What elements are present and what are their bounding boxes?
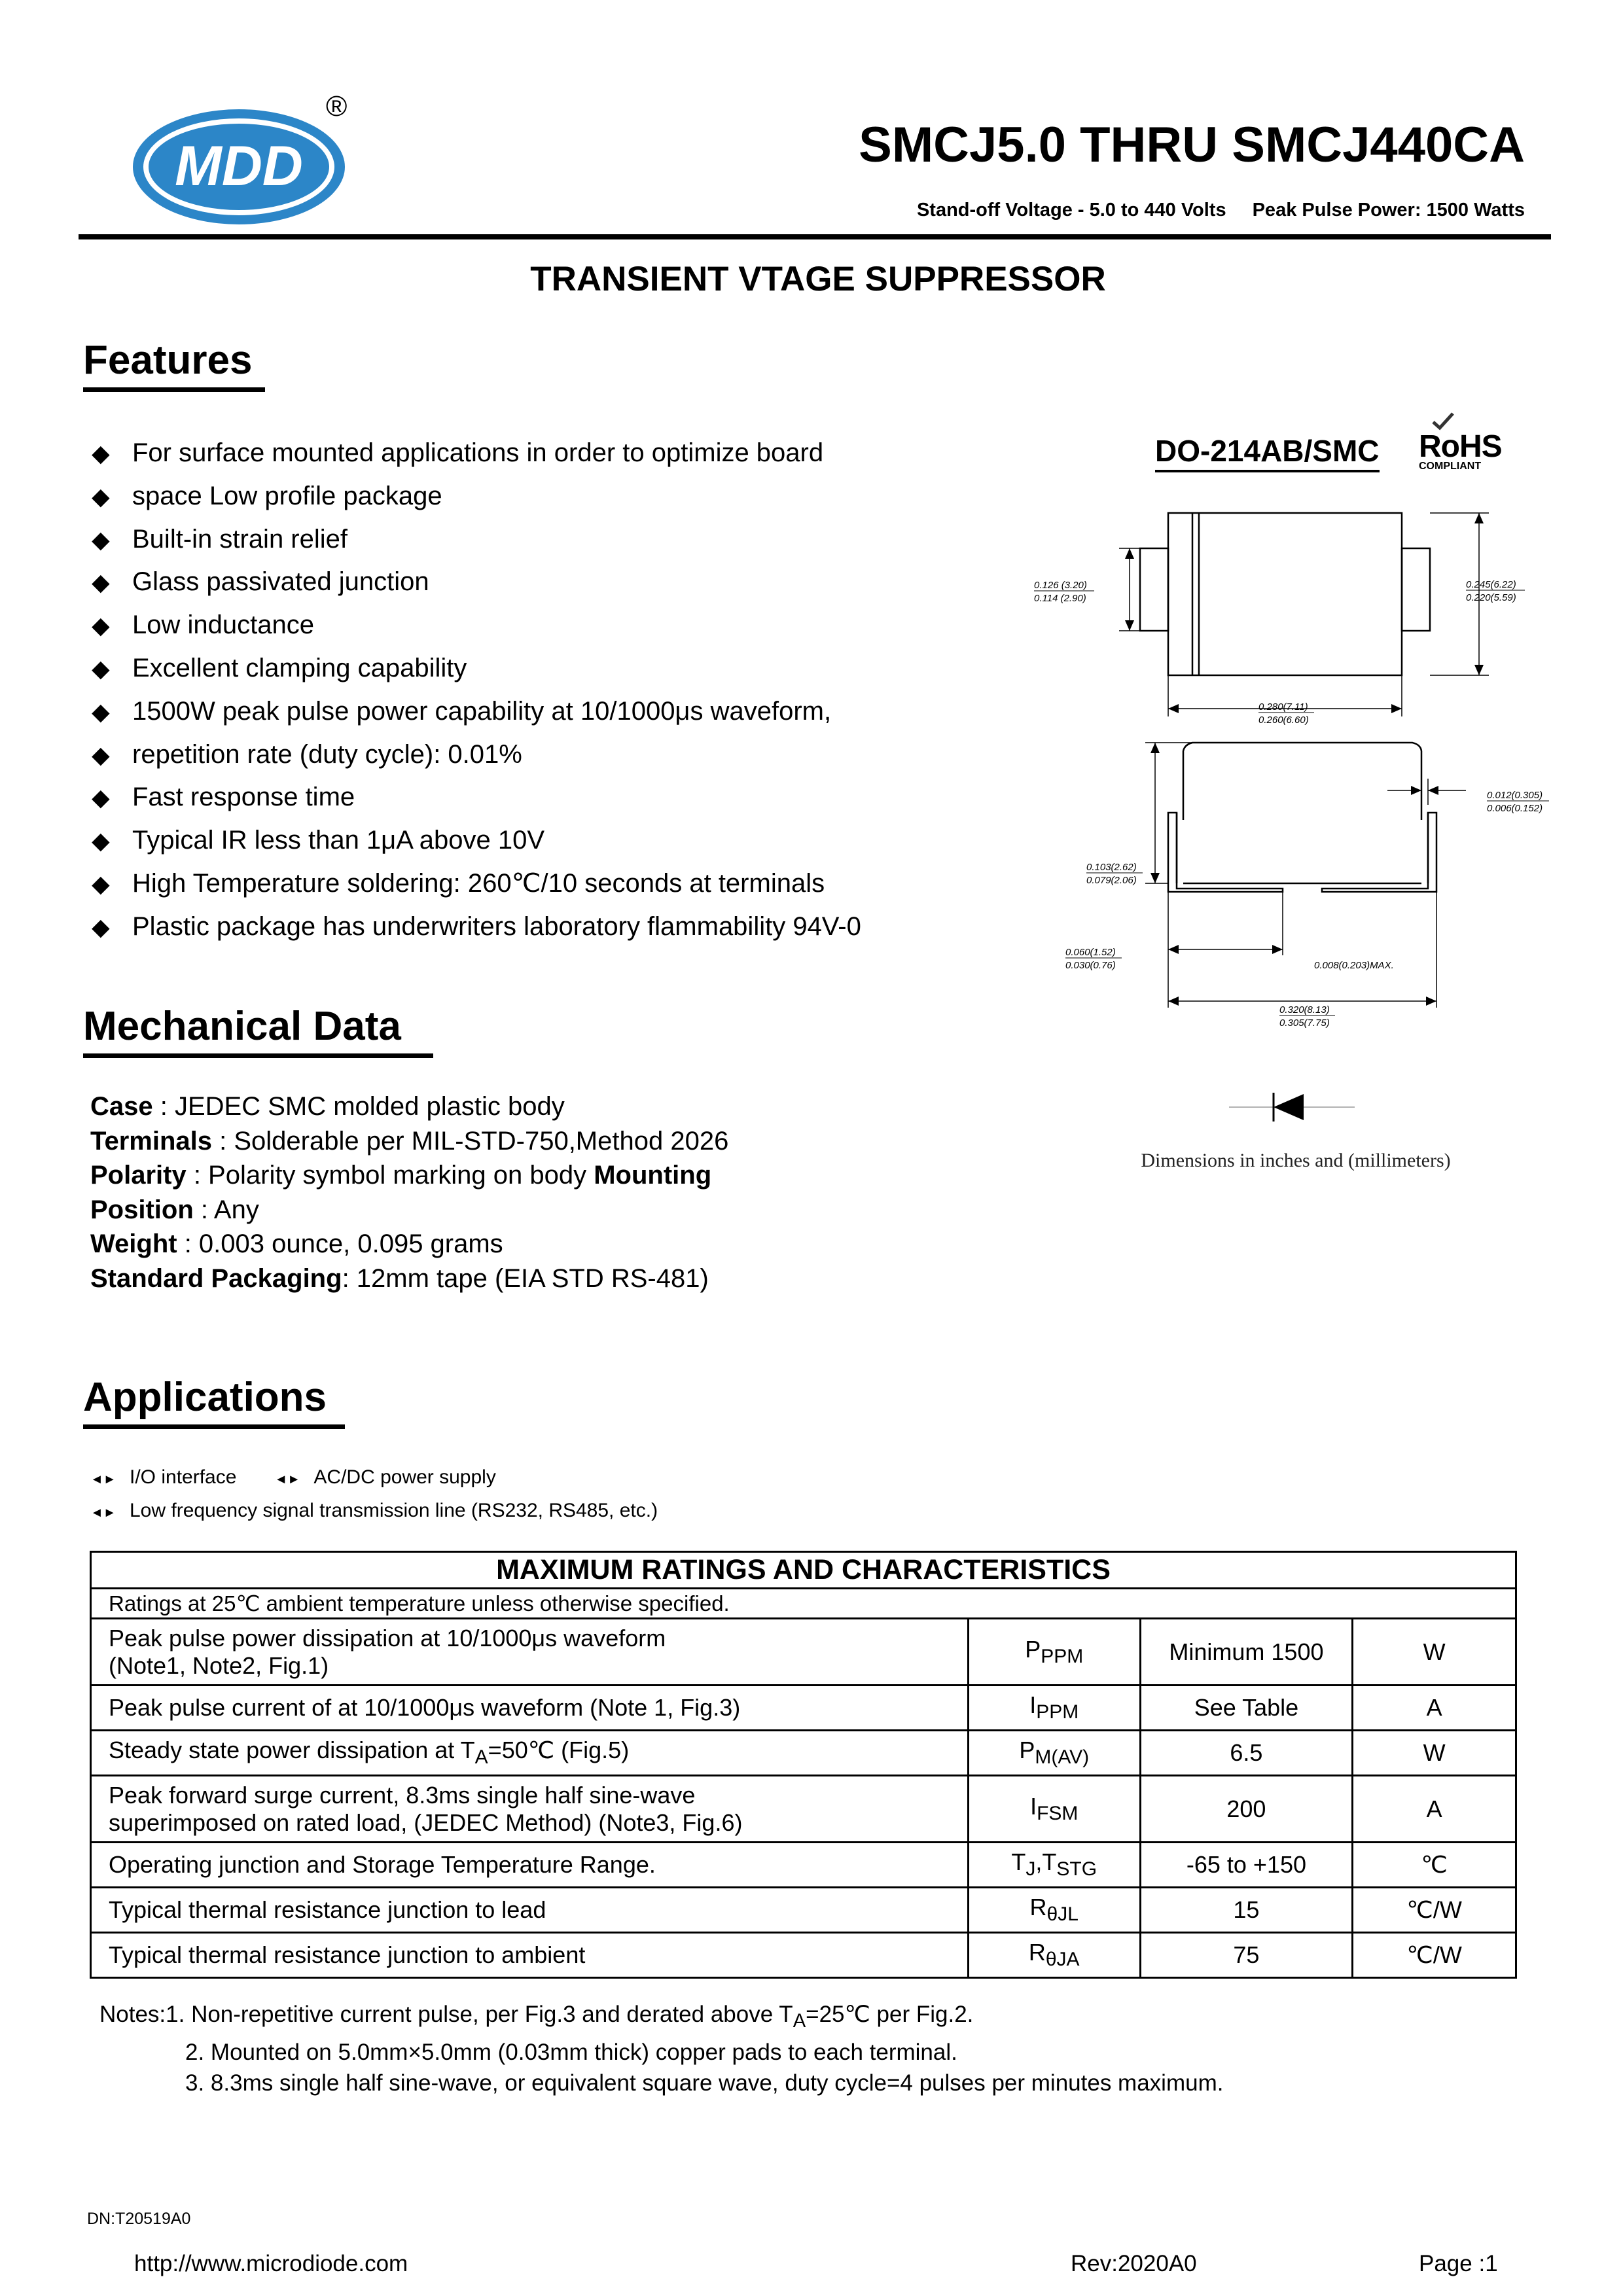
standoff-voltage: Stand-off Voltage - 5.0 to 440 Volts <box>916 200 1226 221</box>
diamond-bullet-icon: ◆ <box>92 784 110 811</box>
applications-underline <box>83 1424 345 1429</box>
list-item: ◆ High Temperature soldering: 260℃/10 seconds at terminals <box>92 862 861 906</box>
list-item: ◆ Low inductance <box>92 604 861 647</box>
table-title-row: MAXIMUM RATINGS AND CHARACTERISTICS <box>91 1552 1516 1589</box>
package-name: DO-214AB/SMC <box>1155 433 1380 472</box>
applications-heading: Applications <box>83 1375 327 1420</box>
features-underline <box>83 387 265 392</box>
list-item: ◆ Glass passivated junction <box>92 561 861 604</box>
svg-text:0.114 (2.90): 0.114 (2.90) <box>1034 593 1086 604</box>
diamond-bullet-icon: ◆ <box>92 913 110 940</box>
case-line: Case : JEDEC SMC molded plastic body <box>90 1092 565 1121</box>
revision: Rev:2020A0 <box>1071 2251 1197 2276</box>
list-item: ◆ Plastic package has underwriters laboratory flammability 94V-0 <box>92 906 861 949</box>
rohs-check-icon <box>1424 412 1463 431</box>
table-row: Peak forward surge current, 8.3ms single half sine-wave superimposed on rated load, (JEDEC Method) (Note3, Fig.6) $I_{FSM}$ 200 A <box>91 1776 1516 1843</box>
table-row: Typical thermal resistance junction to ambient $R_{\theta JA}$ 75 ℃/W <box>91 1933 1516 1978</box>
position-line: Position : Any <box>90 1195 259 1224</box>
svg-text:0.320(8.13): 0.320(8.13) <box>1279 1004 1330 1016</box>
package-outline-drawing <box>1021 491 1571 1152</box>
website-link[interactable]: http://www.microdiode.com <box>134 2251 408 2276</box>
weight-line: Weight : 0.003 ounce, 0.095 grams <box>90 1229 503 1258</box>
list-item: ◄► I/O interface ◄► AC/DC power supply <box>90 1462 658 1495</box>
diamond-bullet-icon: ◆ <box>92 482 110 510</box>
page-title: SMCJ5.0 THRU SMCJ440CA <box>859 117 1525 173</box>
double-arrow-bullet-icon: ◄► <box>90 1506 116 1520</box>
mdd-logo <box>128 98 350 229</box>
svg-text:0.280(7.11): 0.280(7.11) <box>1258 701 1308 713</box>
svg-text:0.008(0.203)MAX.: 0.008(0.203)MAX. <box>1314 960 1394 971</box>
list-item: ◆ 1500W peak pulse power capability at 10/1000μs waveform, <box>92 690 861 733</box>
polarity-line: Polarity : Polarity symbol marking on body Mounting <box>90 1161 712 1190</box>
list-item: ◆ repetition rate (duty cycle): 0.01% <box>92 733 861 777</box>
header-divider <box>79 234 1551 239</box>
diamond-bullet-icon: ◆ <box>92 525 110 553</box>
mechanical-data <box>90 1089 728 1296</box>
diamond-bullet-icon: ◆ <box>92 612 110 639</box>
svg-text:0.103(2.62): 0.103(2.62) <box>1086 862 1137 873</box>
document-number: DN:T20519A0 <box>87 2210 191 2228</box>
svg-text:0.060(1.52): 0.060(1.52) <box>1065 947 1116 958</box>
page-number: Page :1 <box>1419 2251 1498 2276</box>
dimension-caption: Dimensions in inches and (millimeters) <box>1141 1150 1451 1171</box>
diamond-bullet-icon: ◆ <box>92 741 110 768</box>
double-arrow-bullet-icon: ◄► <box>90 1472 116 1487</box>
svg-text:0.126 (3.20): 0.126 (3.20) <box>1034 580 1087 591</box>
features-heading: Features <box>83 338 253 383</box>
table-row: Typical thermal resistance junction to lead $R_{\theta JL}$ 15 ℃/W <box>91 1888 1516 1933</box>
note-3: 3. 8.3ms single half sine-wave, or equivalent square wave, duty cycle=4 pulses per minutes maximum. <box>185 2070 1224 2096</box>
list-item: ◆ Built-in strain relief <box>92 518 861 561</box>
svg-text:0.006(0.152): 0.006(0.152) <box>1487 803 1543 814</box>
registered-mark: ® <box>326 90 348 122</box>
diode-symbol-icon <box>1229 1093 1355 1122</box>
peak-pulse-power: Peak Pulse Power: 1500 Watts <box>1252 200 1525 221</box>
diamond-bullet-icon: ◆ <box>92 870 110 897</box>
mechanical-underline <box>83 1053 433 1058</box>
terminals-line: Terminals : Solderable per MIL-STD-750,Method 2026 <box>90 1126 729 1156</box>
svg-text:0.079(2.06): 0.079(2.06) <box>1086 875 1137 886</box>
header-subtitle <box>720 200 1525 221</box>
table-note-row: Ratings at 25℃ ambient temperature unless otherwise specified. <box>91 1589 1516 1619</box>
svg-text:0.220(5.59): 0.220(5.59) <box>1466 592 1516 603</box>
list-item: ◆ Excellent clamping capability <box>92 647 861 690</box>
list-item: ◆ space Low profile package <box>92 475 861 518</box>
ratings-table <box>90 1551 1517 1979</box>
svg-text:0.012(0.305): 0.012(0.305) <box>1487 790 1543 801</box>
diamond-bullet-icon: ◆ <box>92 698 110 725</box>
note-2: 2. Mounted on 5.0mm×5.0mm (0.03mm thick) copper pads to each terminal. <box>185 2040 957 2065</box>
svg-text:0.260(6.60): 0.260(6.60) <box>1258 715 1309 726</box>
list-item: ◄► Low frequency signal transmission line (RS232, RS485, etc.) <box>90 1495 658 1528</box>
double-arrow-bullet-icon: ◄► <box>274 1472 300 1487</box>
table-row: Steady state power dissipation at $T_A=50℃$ (Fig.5) $P_{M(AV)}$ 6.5 W <box>91 1731 1516 1776</box>
rohs-badge: RoHS COMPLIANT <box>1419 429 1502 472</box>
packaging-line: Standard Packaging: 12mm tape (EIA STD RS-481) <box>90 1263 709 1293</box>
svg-text:0.030(0.76): 0.030(0.76) <box>1065 960 1116 971</box>
list-item: ◆ Typical IR less than 1μA above 10V <box>92 819 861 862</box>
list-item: ◆ For surface mounted applications in order to optimize board <box>92 432 861 475</box>
mechanical-heading: Mechanical Data <box>83 1004 401 1049</box>
applications-list <box>90 1462 658 1528</box>
note-1: Notes:1. Non-repetitive current pulse, per Fig.3 and derated above $T_A=25℃$ per Fig.2. <box>99 2002 974 2032</box>
features-list <box>92 432 861 949</box>
diamond-bullet-icon: ◆ <box>92 440 110 467</box>
document-heading: TRANSIENT VTAGE SUPPRESSOR <box>530 260 1106 298</box>
notes <box>99 1999 1223 2098</box>
diamond-bullet-icon: ◆ <box>92 569 110 596</box>
svg-text:0.305(7.75): 0.305(7.75) <box>1279 1017 1330 1029</box>
list-item: ◆ Fast response time <box>92 776 861 819</box>
diamond-bullet-icon: ◆ <box>92 654 110 682</box>
svg-text:MDD: MDD <box>175 135 303 198</box>
svg-text:0.245(6.22): 0.245(6.22) <box>1466 579 1516 590</box>
diamond-bullet-icon: ◆ <box>92 827 110 855</box>
table-row: Peak pulse current of at 10/1000μs waveform (Note 1, Fig.3) $I_{PPM}$ See Table A <box>91 1686 1516 1731</box>
table-row: Peak pulse power dissipation at 10/1000μs waveform (Note1, Note2, Fig.1) $P_{PPM}$ Minimum 1500 W <box>91 1619 1516 1686</box>
table-row: Operating junction and Storage Temperature Range. $T_J,T_{STG}$ -65 to +150 ℃ <box>91 1843 1516 1888</box>
